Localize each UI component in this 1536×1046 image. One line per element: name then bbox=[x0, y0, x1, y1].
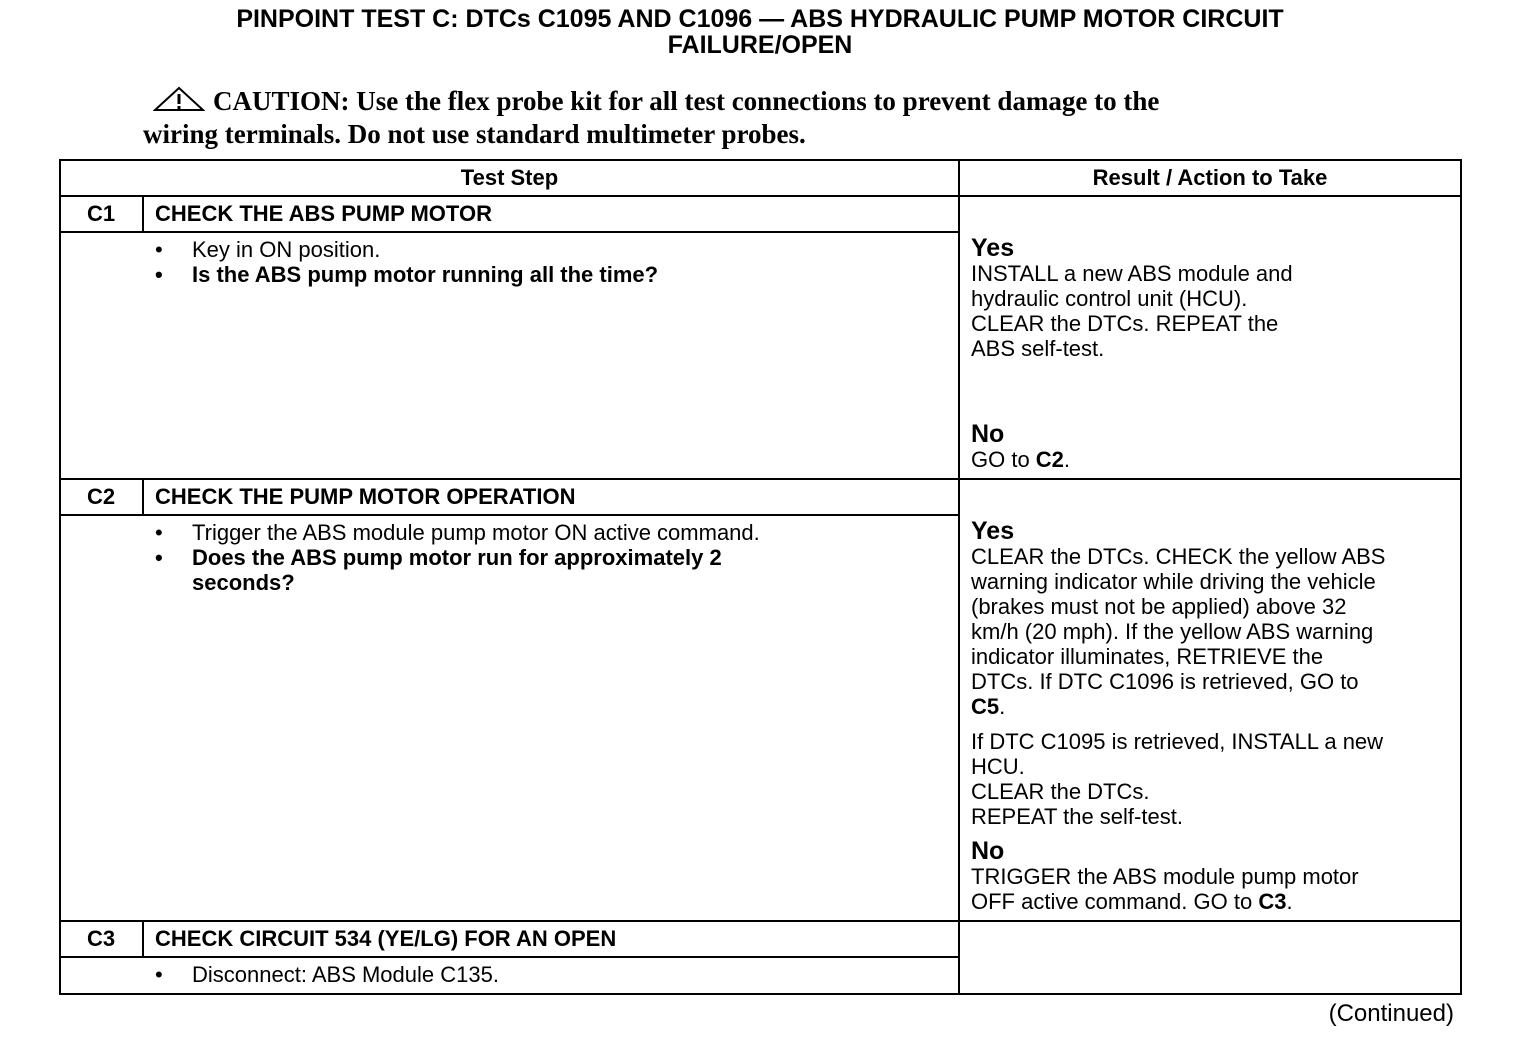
step-c1-no: No GO to C2. bbox=[971, 421, 1461, 472]
no-label: No bbox=[971, 420, 1005, 448]
continued-label: (Continued) bbox=[1328, 1000, 1454, 1027]
step-c2-result: Yes CLEAR the DTCs. CHECK the yellow ABS warning indicator while driving the vehicle (brakes must not be applied) above 32 km/h (20 mph). If the yellow ABS warning indicator illuminates, RETRIEVE the DTCs. If DTC C1096 is retrieved, GO to C5. bbox=[971, 518, 1461, 719]
step-c2-result-2: If DTC C1095 is retrieved, INSTALL a new HCU. CLEAR the DTCs. REPEAT the self-test. bbox=[971, 729, 1384, 829]
list-item: • Does the ABS pump motor run for approximately 2 seconds? bbox=[155, 545, 722, 595]
step-c3-id: C3 bbox=[86, 926, 116, 951]
yes-label: Yes bbox=[971, 517, 1015, 545]
step-c1-result: Yes INSTALL a new ABS module and hydraulic control unit (HCU). CLEAR the DTCs. REPEAT the ABS self-test. bbox=[971, 235, 1461, 361]
title-line-1: PINPOINT TEST C: DTCs C1095 AND C1096 — ABS HYDRAULIC PUMP MOTOR CIRCUIT bbox=[236, 5, 1284, 33]
step-c3-title: CHECK CIRCUIT 534 (YE/LG) FOR AN OPEN bbox=[155, 926, 617, 951]
step-c1-bullets bbox=[155, 237, 875, 287]
yes-label: Yes bbox=[971, 234, 1015, 262]
header-result-action: Result / Action to Take bbox=[1092, 165, 1328, 190]
list-item: • Trigger the ABS module pump motor ON active command. bbox=[155, 520, 760, 545]
no-label: No bbox=[971, 837, 1005, 865]
step-c2-id: C2 bbox=[86, 484, 116, 509]
step-c2-no: No TRIGGER the ABS module pump motor OFF active command. GO to C3. bbox=[971, 838, 1461, 914]
header-test-step: Test Step bbox=[460, 165, 559, 190]
step-c1-title: CHECK THE ABS PUMP MOTOR bbox=[155, 201, 492, 226]
page-title bbox=[0, 6, 1520, 58]
caution-notice bbox=[143, 86, 1373, 150]
step-c3-bullets bbox=[155, 962, 875, 987]
list-item: • Key in ON position. bbox=[155, 237, 381, 262]
step-c2-title: CHECK THE PUMP MOTOR OPERATION bbox=[155, 484, 576, 509]
caution-line-2: wiring terminals. Do not use standard multimeter probes. bbox=[143, 119, 806, 149]
title-line-2: FAILURE/OPEN bbox=[667, 31, 853, 59]
step-c2-bullets bbox=[155, 520, 875, 595]
warning-triangle-icon bbox=[153, 86, 205, 119]
list-item: • Is the ABS pump motor running all the time? bbox=[155, 262, 659, 287]
step-c1-id: C1 bbox=[86, 201, 116, 226]
caution-line-1: CAUTION: Use the flex probe kit for all test connections to prevent damage to the bbox=[213, 86, 1160, 116]
list-item: • Disconnect: ABS Module C135. bbox=[155, 962, 499, 987]
